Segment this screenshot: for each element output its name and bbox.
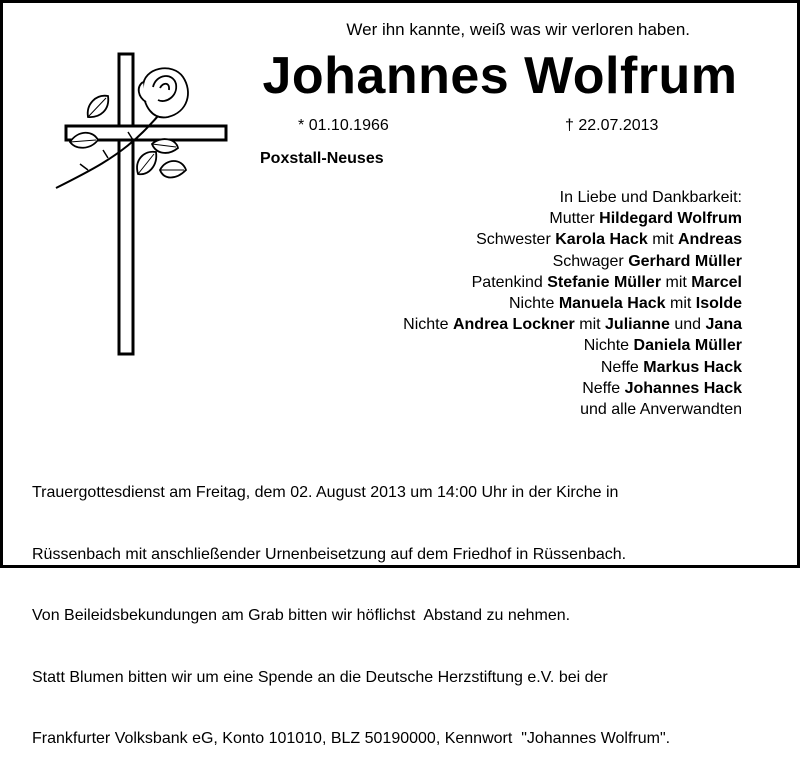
relation: Schwester [476,231,551,249]
mourners-intro: In Liebe und Dankbarkeit: [559,189,742,206]
mourner-name: Andreas [677,231,742,249]
conjunction: mit [652,231,674,249]
relation: Nichte [403,316,449,334]
mourner-row [403,357,742,378]
mourner-name: Hildegard Wolfrum [599,210,742,228]
mourner-row [403,335,742,356]
notice-line: Trauergottesdienst am Freitag, dem 02. August 2013 um 14:00 Uhr in der Kirche in [32,484,619,501]
birth-date [298,117,389,135]
birth-date-value: 01.10.1966 [308,117,389,134]
relation: Patenkind [471,273,543,291]
conjunction: mit [665,273,687,291]
relation: Nichte [509,295,555,313]
mourner-name: Jana [705,316,742,334]
mourner-row [403,251,742,272]
mourner-name: Markus Hack [643,358,742,376]
mourner-row [403,208,742,229]
mourners-list [403,187,742,420]
notice-line: Frankfurter Volksbank eG, Konto 101010, BLZ 50190000, Kennwort "Johannes Wolfrum". [32,730,671,747]
mourner-row [403,272,742,293]
mourner-name: Gerhard Müller [628,252,742,270]
notice-line: Rüssenbach mit anschließender Urnenbeisetzung auf dem Friedhof in Rüssenbach. [32,545,627,563]
mourner-row [403,229,742,250]
service-notice [32,442,670,770]
cross-with-rose-icon [48,52,238,362]
mourner-name: Manuela Hack [558,295,666,313]
conjunction: mit [579,316,601,334]
death-date [565,117,658,135]
mourner-name: Isolde [695,295,742,313]
mourner-name: Karola Hack [555,231,648,249]
relation: Mutter [549,210,595,228]
mourner-row [403,378,742,399]
place-name: Poxstall-Neuses [260,150,384,167]
mourners-closing: und alle Anverwandten [580,401,742,419]
relation: Schwager [552,252,624,270]
mourner-name: Daniela Müller [633,337,742,355]
mourner-name: Andrea Lockner [452,316,575,334]
mourner-row [403,293,742,314]
mourner-row [403,314,742,335]
mourner-name: Stefanie Müller [547,273,662,291]
death-symbol: † [565,117,574,134]
notice-line: Statt Blumen bitten wir um eine Spende an die Deutsche Herzstiftung e.V. bei der [32,668,608,686]
motto-text: Wer ihn kannte, weiß was wir verloren haben. [346,20,690,39]
notice-line: Von Beileidsbekundungen am Grab bitten wir höflichst Abstand zu nehmen. [32,607,571,624]
conjunction: und [674,316,702,334]
birth-symbol: * [298,117,305,134]
conjunction: mit [669,295,692,313]
death-date-value: 22.07.2013 [578,117,659,134]
mourner-name: Johannes Hack [624,379,742,397]
mourner-name: Marcel [691,273,742,291]
relation: Nichte [583,337,630,355]
relation: Neffe [582,379,621,397]
deceased-name: Johannes Wolfrum [262,47,738,105]
mourner-name: Julianne [605,316,670,334]
relation: Neffe [600,358,639,376]
